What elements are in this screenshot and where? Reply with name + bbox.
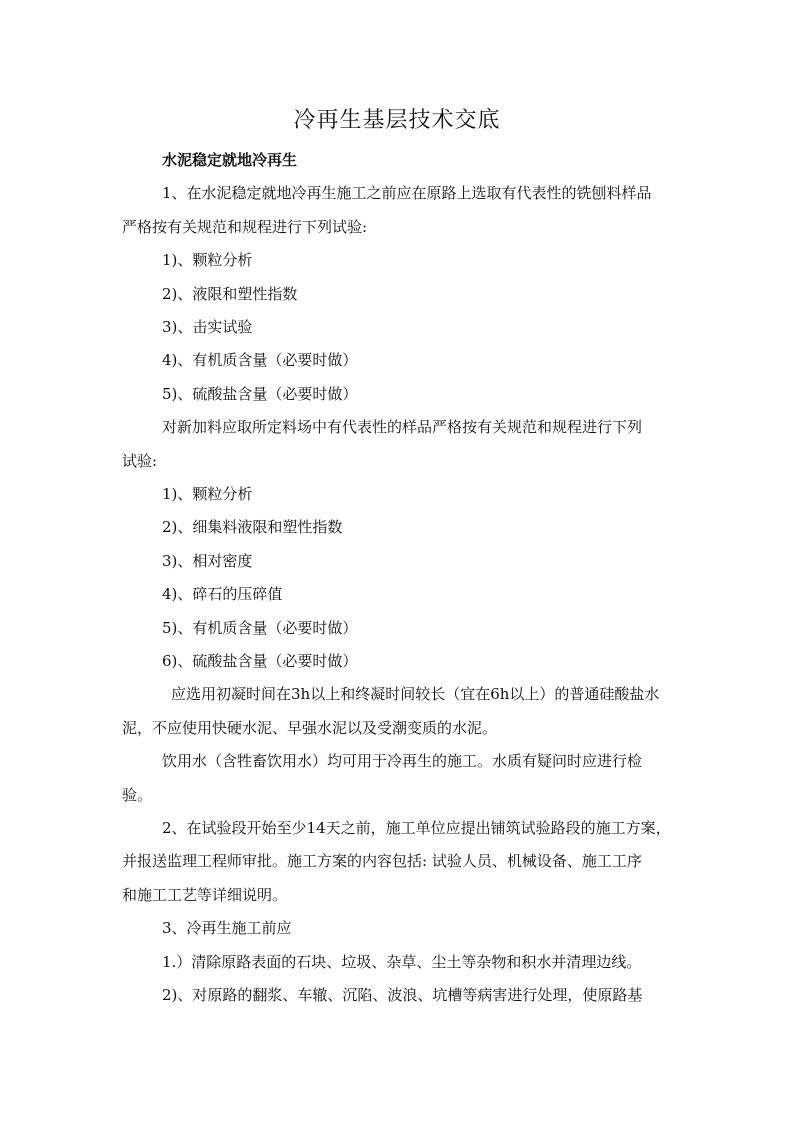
paragraph-line: 泥，不应使用快硬水泥、早强水泥以及受潮变质的水泥。: [122, 719, 498, 737]
paragraph-line: 2、在试验段开始至少14天之前，施工单位应提出铺筑试验路段的施工方案，: [162, 819, 671, 837]
paragraph-line: 验。: [122, 786, 153, 804]
list-item: 6)、硫酸盐含量（必要时做）: [162, 652, 358, 670]
list-item: 1)、颗粒分析: [162, 251, 253, 269]
paragraph-line: 对新加料应取所定料场中有代表性的样品严格按有关规范和规程进行下列: [162, 418, 643, 436]
paragraph-line: 1、在水泥稳定就地冷再生施工之前应在原路上选取有代表性的铣刨料样品: [162, 184, 652, 202]
list-item: 5)、有机质含量（必要时做）: [162, 619, 358, 637]
list-item: 4)、有机质含量（必要时做）: [162, 351, 358, 369]
paragraph-line: 饮用水（含牲畜饮用水）均可用于冷再生的施工。水质有疑问时应进行检: [162, 752, 643, 770]
list-item: 2)、对原路的翻浆、车辙、沉陷、波浪、坑槽等病害进行处理，使原路基: [162, 986, 643, 1004]
list-item: 3)、相对密度: [162, 552, 253, 570]
list-item: 1)、颗粒分析: [162, 485, 253, 503]
paragraph-line: 应选用初凝时间在3h以上和终凝时间较长（宜在6h以上）的普通硅酸盐水: [171, 685, 660, 703]
list-item: 2)、细集料液限和塑性指数: [162, 518, 343, 536]
list-item: 1.）清除原路表面的石块、垃圾、杂草、尘土等杂物和积水并清理边线。: [162, 953, 642, 971]
document-title: 冷再生基层技术交底: [293, 108, 501, 133]
list-item: 2)、液限和塑性指数: [162, 285, 298, 303]
list-item: 3)、击实试验: [162, 318, 253, 336]
section-heading: 水泥稳定就地冷再生: [162, 151, 298, 169]
paragraph-line: 试验:: [122, 452, 158, 470]
paragraph-line: 严格按有关规范和规程进行下列试验:: [122, 218, 368, 236]
paragraph-line: 并报送监理工程师审批。施工方案的内容包括: 试验人员、机械设备、施工工序: [122, 852, 642, 870]
list-item: 5)、硫酸盐含量（必要时做）: [162, 385, 358, 403]
paragraph-line: 3、冷再生施工前应: [162, 919, 292, 937]
paragraph-line: 和施工工艺等详细说明。: [122, 886, 288, 904]
list-item: 4)、碎石的压碎值: [162, 585, 283, 603]
